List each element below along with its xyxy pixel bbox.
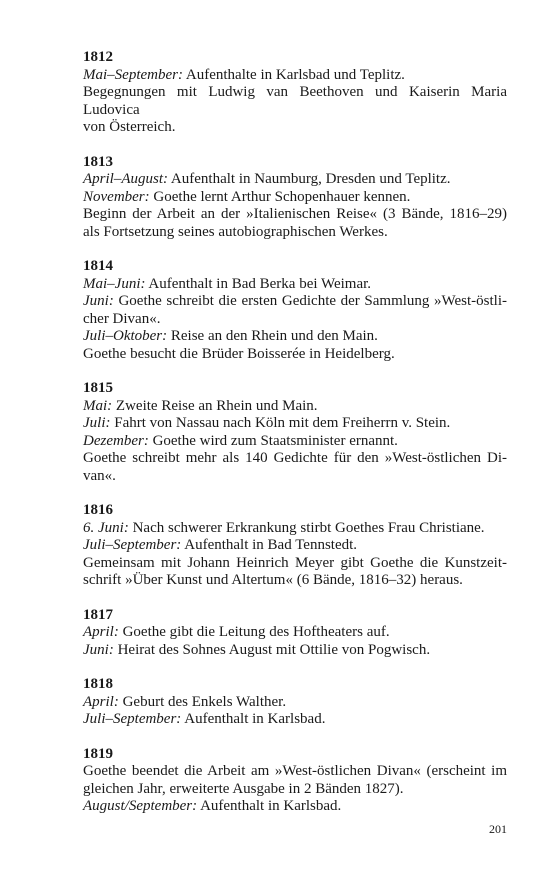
entry-text: Aufenthalt in Naumburg, Dresden und Teplitz. bbox=[168, 171, 451, 187]
entry-year: 1814 bbox=[83, 258, 113, 274]
entry-text: Aufenthalt in Karlsbad. bbox=[181, 711, 326, 727]
entry-line bbox=[83, 781, 507, 799]
entry-line bbox=[83, 433, 507, 451]
entry-year: 1818 bbox=[83, 676, 113, 692]
entry-text: Geburt des Enkels Walther. bbox=[118, 693, 287, 710]
entry-text: Aufenthalt in Bad Berka bei Weimar. bbox=[145, 275, 372, 292]
entry-date-label: Juli–Oktober: bbox=[83, 328, 168, 344]
entry-line bbox=[83, 642, 507, 660]
entry-line bbox=[83, 415, 507, 433]
entry-line bbox=[83, 293, 507, 311]
entry-text: Aufenthalte in Karlsbad und Teplitz. bbox=[182, 66, 405, 83]
entry-date-label: Mai–Juni: bbox=[83, 275, 146, 292]
entry-line bbox=[83, 171, 507, 189]
entry-date-label: April: bbox=[83, 693, 119, 710]
entry-line bbox=[83, 84, 511, 119]
entry-date-label: April–August: bbox=[83, 171, 168, 187]
chronology-page bbox=[83, 49, 511, 833]
entry-text: Goethe schreibt mehr als 140 Gedichte für den »West-östlichen Di- bbox=[83, 450, 507, 466]
entry-year: 1817 bbox=[83, 606, 113, 623]
entry-line bbox=[83, 119, 507, 137]
entry-line bbox=[83, 189, 507, 207]
entry-text: Goethe gibt die Leitung des Hoftheaters auf. bbox=[118, 624, 390, 640]
entry-text: Fahrt von Nassau nach Köln mit dem Freiherrn v. Stein. bbox=[110, 415, 451, 431]
entry-text: van«. bbox=[83, 467, 116, 484]
entry-date-label: 6. Juni: bbox=[83, 519, 129, 536]
chronology-entry-1817 bbox=[83, 607, 507, 660]
chronology-entry-1813 bbox=[83, 154, 507, 242]
entry-line bbox=[83, 763, 507, 781]
entry-text: von Österreich. bbox=[83, 119, 176, 135]
entry-text: cher Divan«. bbox=[83, 310, 161, 327]
entry-line bbox=[83, 206, 507, 224]
entry-date-label: Dezember: bbox=[83, 432, 149, 449]
entry-text: gleichen Jahr, erweiterte Ausgabe in 2 Bänden 1827). bbox=[83, 780, 404, 797]
entry-line bbox=[83, 537, 507, 555]
chronology-entry-1816 bbox=[83, 502, 507, 590]
entry-text: Goethe beendet die Arbeit am »West-östlichen Divan« (erscheint im bbox=[83, 763, 507, 779]
chronology-entry-1815 bbox=[83, 380, 507, 485]
entry-text: Beginn der Arbeit an der »Italienischen Reise« (3 Bände, 1816–29) bbox=[83, 206, 507, 222]
entry-line bbox=[83, 276, 507, 294]
entry-line bbox=[83, 450, 507, 468]
entry-date-label: Juli–September: bbox=[83, 711, 182, 727]
entry-line bbox=[83, 798, 507, 816]
entry-date-label: Mai–September: bbox=[83, 66, 183, 83]
entry-text: Goethe lernt Arthur Schopenhauer kennen. bbox=[149, 188, 411, 205]
entry-line bbox=[83, 67, 507, 85]
entry-year: 1813 bbox=[83, 153, 113, 170]
entry-text: Reise an den Rhein und den Main. bbox=[167, 328, 378, 344]
entry-year: 1816 bbox=[83, 502, 113, 518]
entry-year: 1815 bbox=[83, 380, 113, 396]
page-number: 201 bbox=[489, 822, 507, 836]
entry-text: Aufenthalt in Bad Tennstedt. bbox=[181, 537, 358, 553]
entry-line bbox=[83, 311, 507, 329]
entry-text: Gemeinsam mit Johann Heinrich Meyer gibt Goethe die Kunstzeit- bbox=[83, 554, 507, 571]
chronology-entry-1812 bbox=[83, 49, 511, 137]
chronology-entry-1819 bbox=[83, 746, 507, 816]
entry-text: Goethe wird zum Staatsminister ernannt. bbox=[148, 432, 398, 449]
entry-date-label: April: bbox=[83, 624, 119, 640]
entry-year: 1819 bbox=[83, 745, 113, 762]
entry-date-label: Juli: bbox=[83, 415, 111, 431]
entry-date-label: Juli–September: bbox=[83, 537, 182, 553]
entry-date-label: Mai: bbox=[83, 397, 113, 414]
entry-line bbox=[83, 555, 507, 573]
entry-line bbox=[83, 224, 507, 242]
entry-text: Goethe schreibt die ersten Gedichte der Sammlung »West-östli- bbox=[113, 293, 507, 309]
entry-line bbox=[83, 624, 507, 642]
chronology-entry-1818 bbox=[83, 676, 507, 729]
entry-date-label: November: bbox=[83, 188, 150, 205]
entry-text: Goethe besucht die Brüder Boisserée in Heidelberg. bbox=[83, 345, 395, 362]
entry-line bbox=[83, 520, 507, 538]
entry-line bbox=[83, 468, 507, 486]
entry-text: schrift »Über Kunst und Altertum« (6 Bände, 1816–32) heraus. bbox=[83, 572, 463, 588]
entry-date-label: Juni: bbox=[83, 641, 114, 658]
entry-line bbox=[83, 346, 507, 364]
entry-line bbox=[83, 694, 507, 712]
entry-text: Zweite Reise an Rhein und Main. bbox=[112, 397, 318, 414]
entry-text: Heirat des Sohnes August mit Ottilie von Pogwisch. bbox=[113, 641, 431, 658]
chronology-entries bbox=[83, 49, 511, 816]
entry-line bbox=[83, 328, 507, 346]
chronology-entry-1814 bbox=[83, 258, 507, 363]
entry-text: Nach schwerer Erkrankung stirbt Goethes Frau Christiane. bbox=[128, 519, 485, 536]
entry-year: 1812 bbox=[83, 49, 113, 65]
entry-line bbox=[83, 572, 507, 590]
entry-date-label: August/September: bbox=[83, 798, 198, 814]
entry-text: Aufenthalt in Karlsbad. bbox=[197, 798, 342, 814]
entry-text: Begegnungen mit Ludwig van Beethoven und Kaiserin Maria Ludovica bbox=[83, 84, 511, 118]
entry-text: als Fortsetzung seines autobiographischen Werkes. bbox=[83, 223, 388, 240]
entry-date-label: Juni: bbox=[83, 293, 114, 309]
entry-line bbox=[83, 398, 507, 416]
entry-line bbox=[83, 711, 507, 729]
